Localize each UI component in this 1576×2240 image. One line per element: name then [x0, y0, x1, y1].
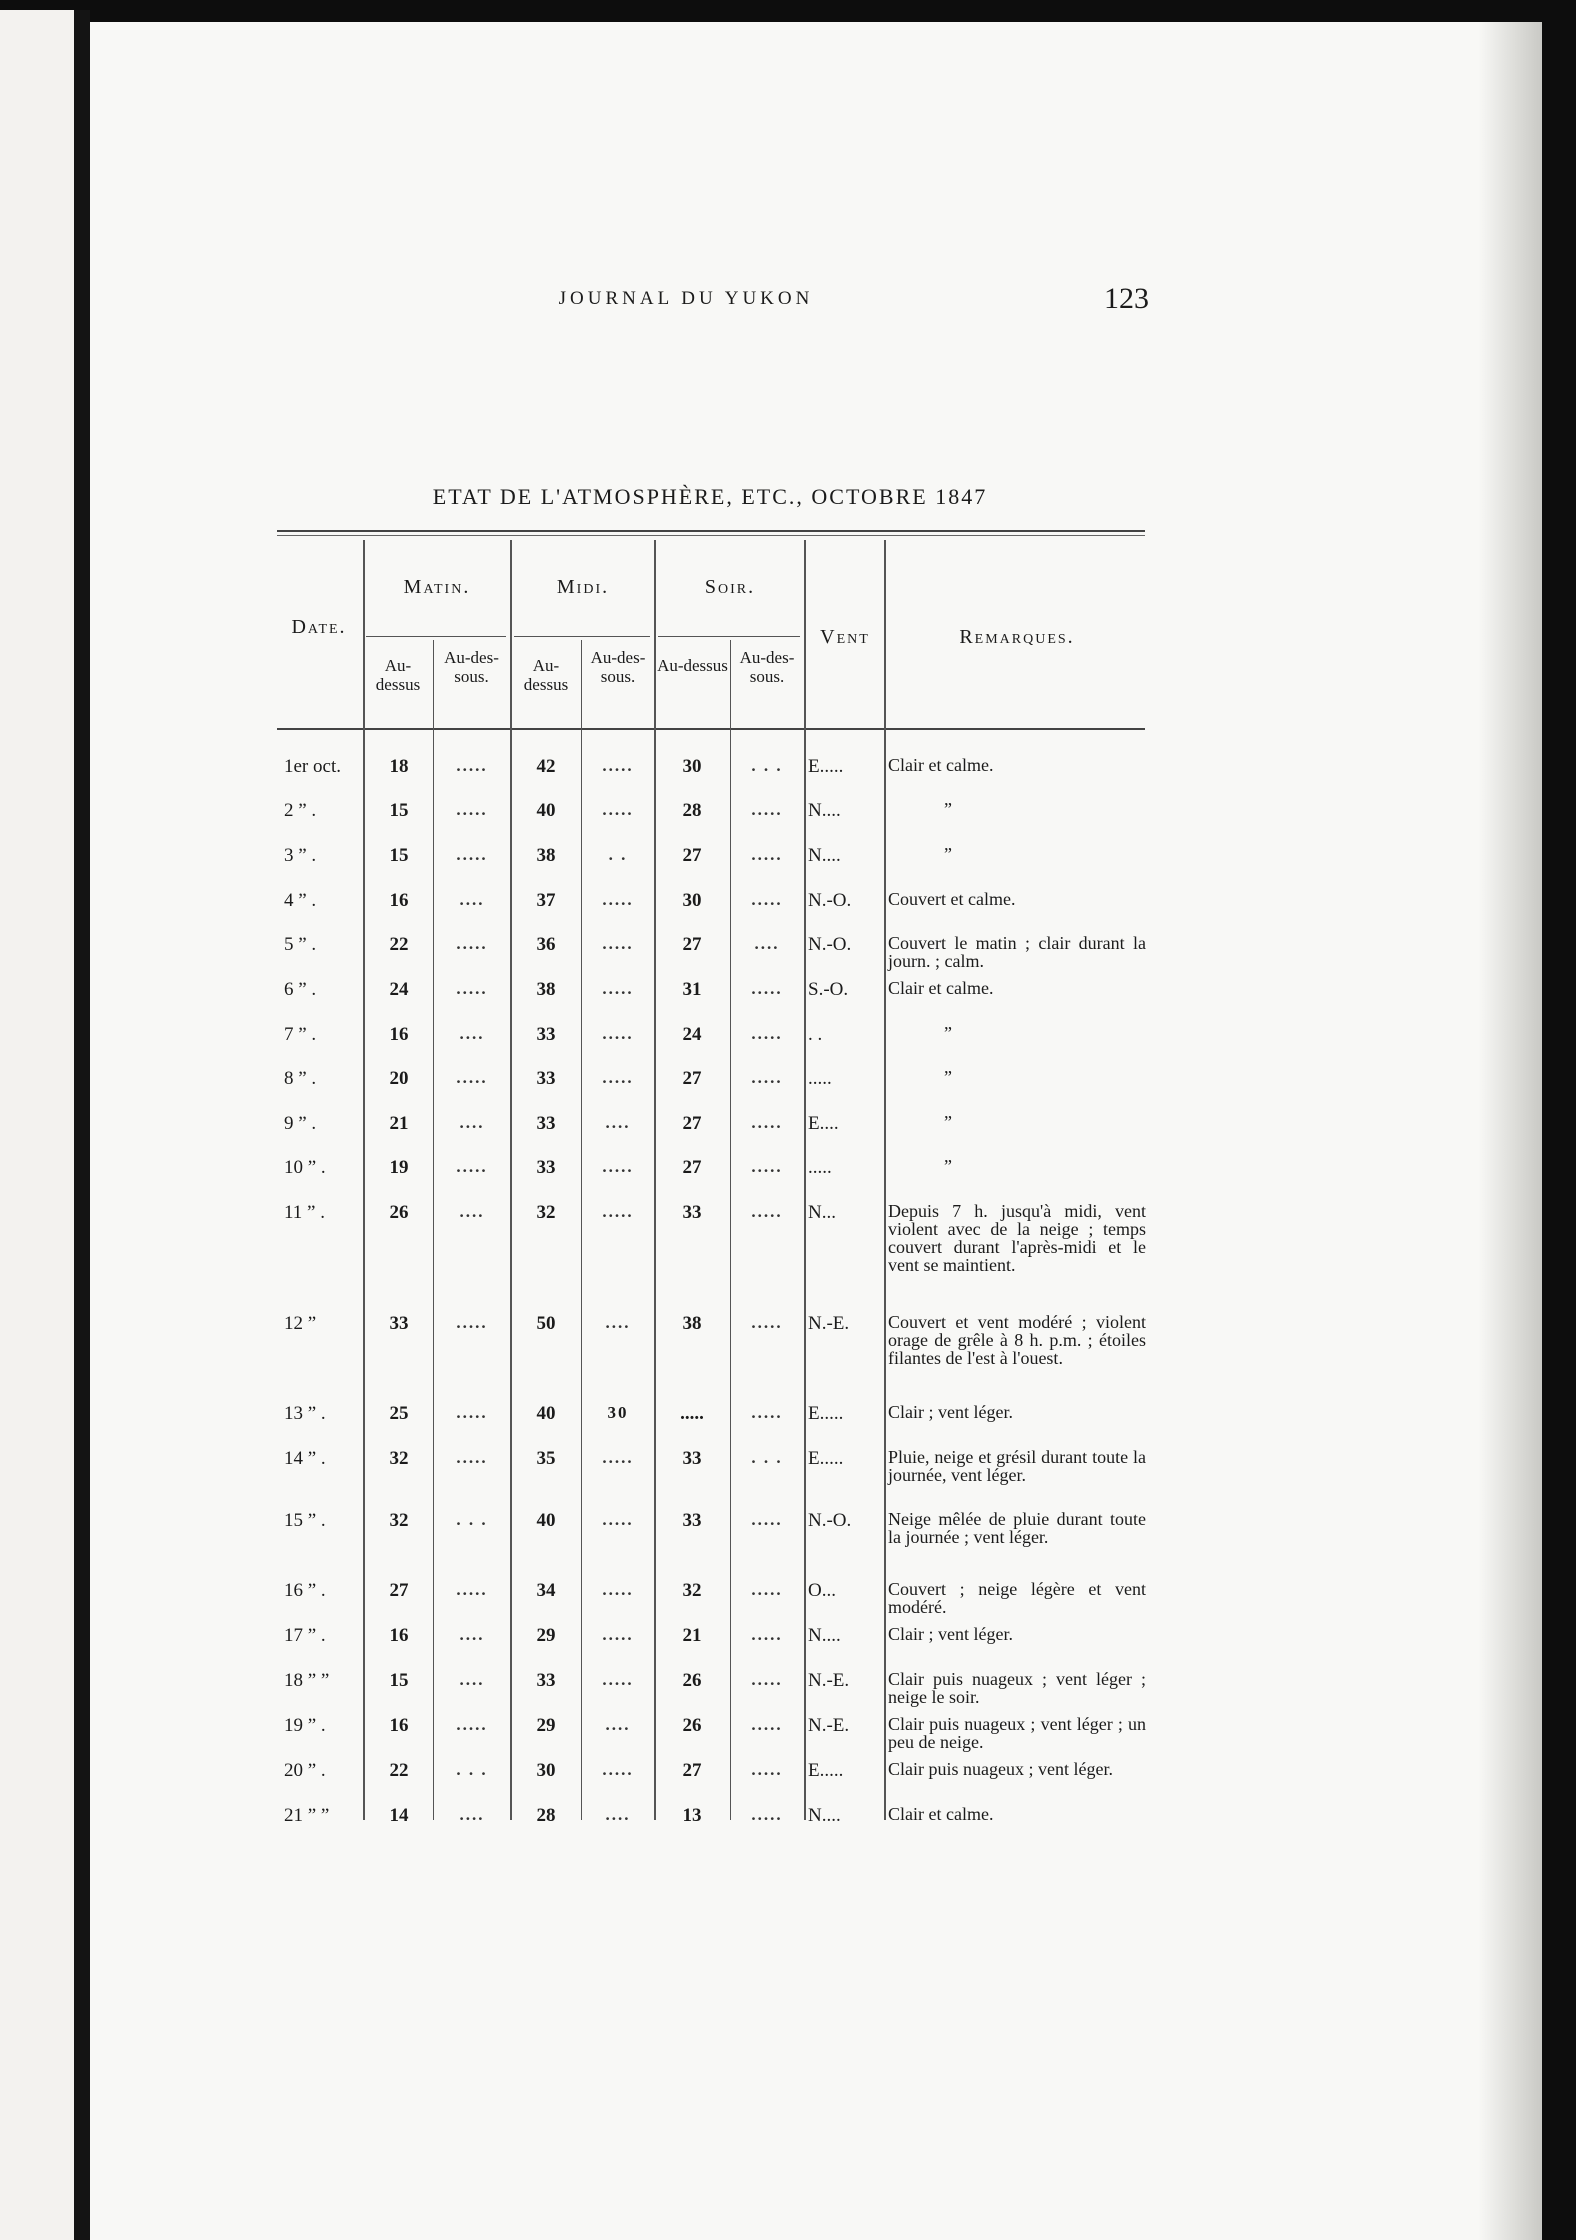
cell-s1: 27 [682, 1113, 702, 1134]
cell-vent: . . [808, 1024, 823, 1045]
header-vent: Vent [820, 626, 870, 648]
running-title: JOURNAL DU YUKON [558, 288, 814, 309]
cell-vent: ..... [808, 1157, 832, 1178]
table-top-rule [277, 530, 1145, 532]
cell-d1: 40 [536, 1510, 556, 1531]
cell-m1: 16 [389, 1625, 409, 1646]
cell-m1: 16 [389, 890, 409, 911]
cell-remarques: ” [944, 1156, 952, 1176]
cell-d2: ..... [602, 934, 634, 953]
cell-d1: 38 [536, 845, 556, 866]
cell-d1: 29 [536, 1715, 556, 1736]
cell-m1: 14 [389, 1805, 409, 1826]
cell-vent: N.... [808, 845, 841, 866]
cell-remarques: Neige mêlée de pluie durant toute la journée ; vent léger. [888, 1509, 1146, 1547]
cell-m1: 15 [389, 845, 409, 866]
header-midi-au-dessus: Au-dessus [523, 656, 569, 694]
cell-date: 4 ” . [284, 890, 317, 911]
cell-vent: N.-E. [808, 1670, 850, 1691]
running-head [486, 282, 1149, 322]
cell-m2: ..... [456, 934, 488, 953]
cell-vent: N.... [808, 800, 841, 821]
cell-s1: 32 [682, 1580, 702, 1601]
cell-m2: .... [459, 1625, 485, 1644]
table-row [0, 1068, 1576, 1108]
cell-m1: 19 [389, 1157, 409, 1178]
cell-s1: 27 [682, 845, 702, 866]
cell-d2: .... [605, 1715, 631, 1734]
header-matin-au-dessous: Au-des-sous. [444, 648, 499, 686]
table-row [0, 1157, 1576, 1197]
cell-remarques: ” [944, 1112, 952, 1132]
cell-d1: 32 [536, 1202, 556, 1223]
cell-s2: ..... [751, 1068, 783, 1087]
cell-vent: N.... [808, 1625, 841, 1646]
cell-d1: 40 [536, 1403, 556, 1424]
cell-s2: ..... [751, 1313, 783, 1332]
header-soir-au-dessus: Au-dessus [657, 656, 728, 675]
header-matin: Matin. [403, 576, 471, 598]
cell-d1: 28 [536, 1805, 556, 1826]
header-matin-au-dessus: Au-dessus [375, 656, 421, 694]
cell-date: 18 ” ” [284, 1670, 330, 1691]
cell-s1: 28 [682, 800, 702, 821]
cell-d2: ..... [602, 1580, 634, 1599]
cell-m1: 20 [389, 1068, 409, 1089]
table-row [0, 845, 1576, 885]
cell-remarques: Clair ; vent léger. [888, 1624, 1013, 1644]
cell-d1: 42 [536, 756, 556, 777]
cell-remarques: Clair puis nuageux ; vent léger. [888, 1759, 1113, 1779]
cell-d1: 34 [536, 1580, 556, 1601]
cell-d1: 37 [536, 890, 556, 911]
cell-vent: E..... [808, 1403, 844, 1424]
cell-s2: ..... [751, 1580, 783, 1599]
cell-m2: . . . [456, 1510, 488, 1529]
table-row [0, 800, 1576, 840]
cell-remarques: ” [944, 1023, 952, 1043]
cell-d2: ..... [602, 1510, 634, 1529]
cell-d2: ..... [602, 1625, 634, 1644]
cell-s2: ..... [751, 1715, 783, 1734]
cell-m2: ..... [456, 1403, 488, 1422]
cell-m2: ..... [456, 1068, 488, 1087]
cell-s1: 21 [682, 1625, 702, 1646]
cell-m1: 24 [389, 979, 409, 1000]
table-row [0, 1201, 1576, 1275]
cell-remarques: Clair et calme. [888, 755, 994, 775]
cell-s1: 30 [682, 756, 702, 777]
table-row [0, 1113, 1576, 1153]
cell-date: 8 ” . [284, 1068, 317, 1089]
header-midi: Midi. [556, 576, 610, 598]
cell-s2: ..... [751, 1403, 783, 1422]
cell-d1: 33 [536, 1670, 556, 1691]
cell-s2: .... [754, 934, 780, 953]
cell-s1: 27 [682, 1068, 702, 1089]
cell-date: 6 ” . [284, 979, 317, 1000]
table-row [0, 1312, 1576, 1368]
cell-d2: ..... [602, 1024, 634, 1043]
cell-s1: 27 [682, 1760, 702, 1781]
cell-s2: ..... [751, 1202, 783, 1221]
cell-s2: ..... [751, 1805, 783, 1824]
cell-m2: ..... [456, 800, 488, 819]
cell-remarques: Clair puis nuageux ; vent léger ; un peu de neige. [888, 1714, 1146, 1752]
cell-s1: 33 [682, 1448, 702, 1469]
table-row [0, 756, 1576, 796]
cell-remarques: Clair et calme. [888, 978, 994, 998]
cell-m1: 21 [389, 1113, 409, 1134]
cell-m1: 16 [389, 1024, 409, 1045]
cell-date: 10 ” . [284, 1157, 326, 1178]
cell-vent: O... [808, 1580, 836, 1601]
cell-d2: .... [605, 1805, 631, 1824]
header-soir: Soir. [704, 576, 756, 598]
cell-m1: 32 [389, 1510, 409, 1531]
table-row [0, 1448, 1576, 1488]
table-row [0, 979, 1576, 1019]
cell-s2: ..... [751, 1113, 783, 1132]
cell-vent: N.-O. [808, 934, 852, 955]
cell-s1: 38 [682, 1313, 702, 1334]
cell-m2: .... [459, 1113, 485, 1132]
cell-d2: ..... [602, 1068, 634, 1087]
cell-d2: ..... [602, 756, 634, 775]
cell-s2: ..... [751, 1625, 783, 1644]
cell-d2: . . [608, 845, 628, 864]
table-row [0, 1625, 1576, 1665]
cell-date: 19 ” . [284, 1715, 326, 1736]
cell-m1: 33 [389, 1313, 409, 1334]
cell-s1: 31 [682, 979, 702, 1000]
cell-m2: .... [459, 890, 485, 909]
cell-vent: N.-O. [808, 890, 852, 911]
cell-date: 5 ” . [284, 934, 317, 955]
table-row [0, 1670, 1576, 1710]
table-row [0, 1403, 1576, 1443]
cell-vent: N... [808, 1202, 836, 1223]
cell-m2: .... [459, 1202, 485, 1221]
cell-s2: ..... [751, 1157, 783, 1176]
cell-m1: 22 [389, 934, 409, 955]
cell-d1: 33 [536, 1157, 556, 1178]
cell-date: 16 ” . [284, 1580, 326, 1601]
cell-d1: 33 [536, 1068, 556, 1089]
cell-date: 9 ” . [284, 1113, 317, 1134]
cell-m1: 26 [389, 1202, 409, 1223]
cell-m1: 22 [389, 1760, 409, 1781]
table-row [0, 1805, 1576, 1845]
table-row [0, 1580, 1576, 1620]
cell-date: 14 ” . [284, 1448, 326, 1469]
cell-vent: N.-O. [808, 1510, 852, 1531]
cell-date: 1er oct. [284, 756, 341, 777]
cell-remarques: Pluie, neige et grésil durant toute la journée, vent léger. [888, 1447, 1146, 1485]
cell-m2: .... [459, 1024, 485, 1043]
table-row [0, 1715, 1576, 1755]
cell-remarques: Clair puis nuageux ; vent léger ; neige le soir. [888, 1669, 1146, 1707]
cell-d2: .... [605, 1113, 631, 1132]
cell-m2: ..... [456, 1448, 488, 1467]
cell-m2: ..... [456, 1157, 488, 1176]
cell-vent: N.... [808, 1805, 841, 1826]
cell-d1: 40 [536, 800, 556, 821]
table-row [0, 934, 1576, 974]
header-date: Date. [291, 616, 347, 638]
cell-s1: ..... [680, 1403, 704, 1424]
cell-m2: ..... [456, 756, 488, 775]
cell-s1: 13 [682, 1805, 702, 1826]
cell-s2: ..... [751, 845, 783, 864]
cell-s2: ..... [751, 800, 783, 819]
cell-remarques: Couvert et vent modéré ; violent orage de grêle à 8 h. p.m. ; étoiles filantes de l'est à l'ouest. [888, 1312, 1146, 1368]
cell-vent: ..... [808, 1068, 832, 1089]
cell-m2: ..... [456, 1580, 488, 1599]
cell-d1: 30 [536, 1760, 556, 1781]
cell-m1: 18 [389, 756, 409, 777]
midi-separator [514, 636, 650, 637]
cell-date: 2 ” . [284, 800, 317, 821]
cell-remarques: Depuis 7 h. jusqu'à midi, vent violent avec de la neige ; temps couvert durant l'après-midi et le vent se maintient. [888, 1201, 1146, 1275]
header-remarques: Remarques. [959, 626, 1075, 648]
cell-remarques: Clair ; vent léger. [888, 1402, 1013, 1422]
cell-s1: 26 [682, 1715, 702, 1736]
cell-d2: ..... [602, 890, 634, 909]
cell-remarques: Couvert ; neige légère et vent modéré. [888, 1579, 1146, 1617]
cell-d1: 29 [536, 1625, 556, 1646]
header-bottom-rule [277, 728, 1145, 730]
cell-m1: 15 [389, 1670, 409, 1691]
cell-s2: ..... [751, 890, 783, 909]
cell-m2: ..... [456, 979, 488, 998]
table-title: ETAT DE L'ATMOSPHÈRE, ETC., OCTOBRE 1847 [432, 484, 988, 509]
cell-m1: 27 [389, 1580, 409, 1601]
table-row [0, 1510, 1576, 1550]
cell-d2: ..... [602, 1670, 634, 1689]
cell-d2: .... [605, 1313, 631, 1332]
cell-d2: ..... [602, 1157, 634, 1176]
cell-remarques: ” [944, 844, 952, 864]
cell-d2: ..... [602, 1202, 634, 1221]
cell-remarques: ” [944, 1067, 952, 1087]
cell-remarques: ” [944, 799, 952, 819]
cell-date: 7 ” . [284, 1024, 317, 1045]
cell-date: 11 ” . [284, 1202, 325, 1223]
cell-date: 13 ” . [284, 1403, 326, 1424]
cell-s1: 26 [682, 1670, 702, 1691]
cell-m2: ..... [456, 845, 488, 864]
cell-m1: 15 [389, 800, 409, 821]
soir-separator [658, 636, 800, 637]
cell-s2: ..... [751, 1760, 783, 1779]
cell-d2: ..... [602, 800, 634, 819]
cell-d1: 35 [536, 1448, 556, 1469]
cell-s2: ..... [751, 979, 783, 998]
table-row [0, 1760, 1576, 1800]
cell-m2: . . . [456, 1760, 488, 1779]
cell-date: 15 ” . [284, 1510, 326, 1531]
cell-vent: S.-O. [808, 979, 849, 1000]
cell-s2: . . . [751, 1448, 783, 1467]
cell-s2: . . . [751, 756, 783, 775]
cell-m2: ..... [456, 1715, 488, 1734]
cell-remarques: Clair et calme. [888, 1804, 994, 1824]
cell-m2: ..... [456, 1313, 488, 1332]
cell-date: 17 ” . [284, 1625, 326, 1646]
cell-remarques: Couvert et calme. [888, 889, 1016, 909]
table-row [0, 890, 1576, 930]
cell-m2: .... [459, 1805, 485, 1824]
cell-d2: 30 [607, 1403, 629, 1422]
cell-d1: 38 [536, 979, 556, 1000]
cell-d2: ..... [602, 1448, 634, 1467]
cell-date: 12 ” [284, 1313, 317, 1334]
cell-m1: 32 [389, 1448, 409, 1469]
cell-vent: E..... [808, 756, 844, 777]
header-soir-au-dessous: Au-des-sous. [739, 648, 795, 686]
cell-s1: 30 [682, 890, 702, 911]
cell-s1: 27 [682, 934, 702, 955]
cell-d2: ..... [602, 979, 634, 998]
cell-m2: .... [459, 1670, 485, 1689]
cell-vent: E.... [808, 1113, 839, 1134]
cell-vent: N.-E. [808, 1313, 850, 1334]
cell-d1: 50 [536, 1313, 556, 1334]
cell-d1: 33 [536, 1113, 556, 1134]
cell-m1: 25 [389, 1403, 409, 1424]
cell-d2: ..... [602, 1760, 634, 1779]
cell-d1: 33 [536, 1024, 556, 1045]
table-top-rule-2 [277, 535, 1145, 536]
cell-date: 3 ” . [284, 845, 317, 866]
cell-s2: ..... [751, 1510, 783, 1529]
cell-m1: 16 [389, 1715, 409, 1736]
cell-d1: 36 [536, 934, 556, 955]
cell-vent: N.-E. [808, 1715, 850, 1736]
cell-s2: ..... [751, 1670, 783, 1689]
matin-separator [366, 636, 506, 637]
cell-vent: E..... [808, 1760, 844, 1781]
cell-s1: 33 [682, 1202, 702, 1223]
cell-date: 20 ” . [284, 1760, 326, 1781]
page-number: 123 [1104, 282, 1149, 315]
cell-s2: ..... [751, 1024, 783, 1043]
cell-s1: 24 [682, 1024, 702, 1045]
table-row [0, 1024, 1576, 1064]
cell-vent: E..... [808, 1448, 844, 1469]
cell-s1: 33 [682, 1510, 702, 1531]
cell-date: 21 ” ” [284, 1805, 330, 1826]
cell-remarques: Couvert le matin ; clair durant la journ. ; calm. [888, 933, 1146, 971]
header-midi-au-dessous: Au-des-sous. [590, 648, 646, 686]
cell-s1: 27 [682, 1157, 702, 1178]
